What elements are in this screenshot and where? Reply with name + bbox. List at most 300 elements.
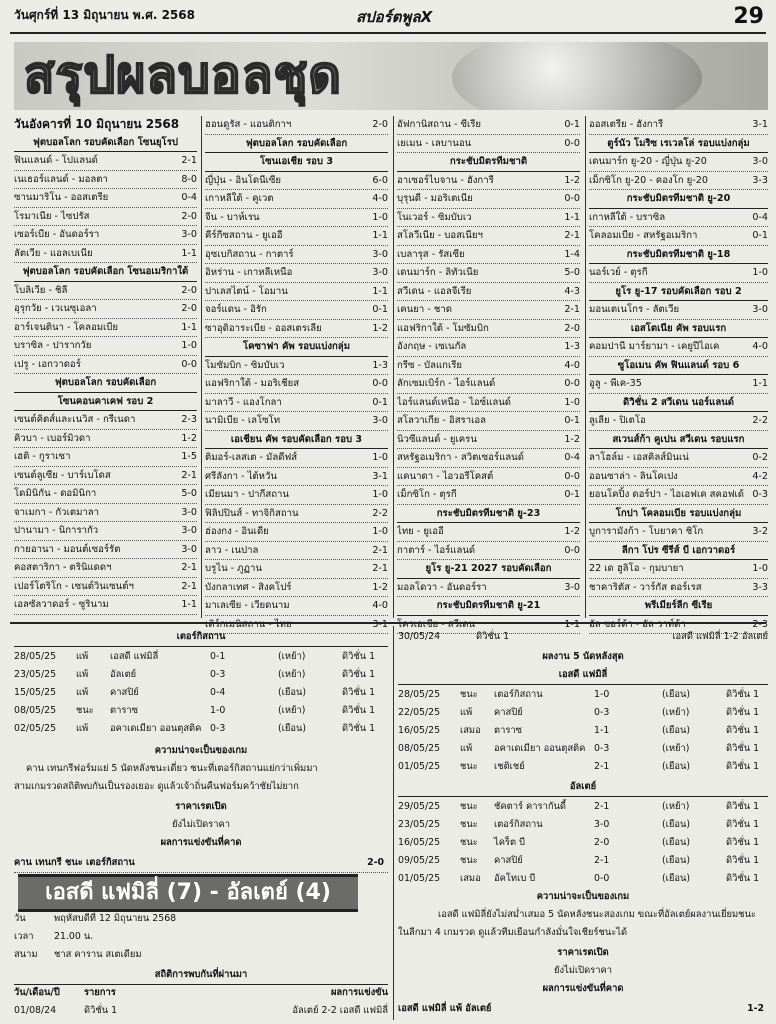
- fixture-text: จาเมกา - กัวเตมาลา: [14, 506, 100, 518]
- form-row: [398, 704, 768, 722]
- result-row: [205, 523, 388, 542]
- form-cell-date: 08/05/25: [398, 743, 441, 754]
- fixture-text: เปรู - เอกวาดอร์: [14, 358, 81, 370]
- result-row: [14, 245, 197, 264]
- result-row: [14, 596, 197, 615]
- h2h-result: เอสดี แฟมิลี่ 1-2 อัลเตย์: [672, 631, 768, 642]
- fixture-text: ไทย - ยูเออี: [397, 526, 444, 537]
- score-text: 1-0: [564, 396, 580, 408]
- result-row: [14, 522, 197, 541]
- score-text: 2-2: [372, 507, 388, 519]
- form-row: [398, 816, 768, 834]
- form-cell-outcome: แพ้: [76, 669, 89, 680]
- form-cell-score: 2-1: [594, 855, 610, 866]
- fixture-text: โคลอมเบีย - สหรัฐอเมริกา: [589, 230, 698, 241]
- fixture-text: บรูไน - ภูฏาน: [205, 563, 262, 574]
- fixture-text: นอร์เวย์ - ตุรกี: [589, 267, 648, 278]
- form-cell-outcome: แพ้: [76, 651, 89, 662]
- competition-header: ฟุตบอลโลก รอบคัดเลือก: [205, 135, 388, 154]
- fixture-text: กายอานา - มอนต์เซอร์รัต: [14, 543, 121, 555]
- score-text: 2-0: [181, 284, 197, 296]
- results-column-1: [14, 116, 197, 615]
- score-text: 3-0: [181, 525, 197, 536]
- fixture-text: โนเวอร์ - ซิมบับเว: [397, 211, 472, 223]
- fixture-text: โดมินิกัน - ดอมินิกา: [14, 488, 97, 499]
- fixture-text: กรีซ - บัลแกเรีย: [397, 359, 463, 371]
- score-text: 2-1: [181, 562, 197, 573]
- form-cell-opponent: เชติเชย์: [494, 761, 525, 772]
- fixture-text: อาร์เจนตินา - โคลอมเบีย: [14, 321, 119, 333]
- fixture-text: ปาเลสไตน์ - โอมาน: [205, 285, 288, 297]
- score-text: 0-4: [752, 211, 768, 223]
- form-cell-venue: (เหย้า): [278, 669, 306, 680]
- h2h-col-result: ผลการแข่งขัน: [330, 987, 388, 998]
- result-row: [397, 246, 580, 265]
- fixture-text: ฮอนดูรัส - แอนติกาฯ: [205, 119, 292, 130]
- result-row: [205, 542, 388, 561]
- form-cell-score: 0-3: [594, 707, 610, 718]
- match-title-box: เอสดี แฟมิลี่ (7) - อัลเตย์ (4): [18, 874, 358, 912]
- odds-header: ราคาเรตเปิด: [175, 801, 227, 812]
- competition-header: พรีเมียร์ลีก ซีเรีย: [589, 597, 768, 616]
- result-row: [205, 560, 388, 579]
- result-row: [14, 208, 197, 227]
- result-row: [205, 209, 388, 228]
- form-row: [14, 648, 388, 666]
- fixture-text: ลูเลีย - ปิเตโอ: [589, 415, 646, 426]
- score-text: 6-0: [372, 174, 388, 186]
- form-cell-outcome: แพ้: [76, 723, 89, 734]
- form-cell-date: 15/05/25: [14, 687, 57, 698]
- form-row: [14, 684, 388, 702]
- fixture-text: อุรุกวัย - เวเนซุเอลา: [14, 303, 97, 314]
- result-row: [397, 394, 580, 413]
- fixture-text: บุรุนดี - มอริเตเนีย: [397, 193, 473, 204]
- team2-header: อัลเตย์: [398, 778, 768, 797]
- form-cell-competition: ดิวิชั่น 1: [726, 761, 760, 772]
- score-text: 0-0: [564, 544, 580, 556]
- form-cell-score: 1-0: [210, 705, 226, 716]
- fixture-text: มอลโดวา - อันดอร์รา: [397, 581, 487, 593]
- fixture-text: กาตาร์ - ไอร์แลนด์: [397, 544, 476, 556]
- result-row: [397, 283, 580, 302]
- score-text: 0-0: [564, 193, 580, 204]
- match-info-row: [14, 910, 388, 928]
- score-text: 1-1: [181, 599, 197, 610]
- score-text: 1-1: [752, 378, 768, 389]
- form-cell-outcome: ชนะ: [460, 855, 478, 866]
- form-cell-score: 0-1: [210, 651, 226, 662]
- result-row: [589, 449, 768, 468]
- form-cell-venue: (เยือน): [662, 873, 691, 884]
- result-row: [397, 227, 580, 246]
- competition-header: กระชับมิตรทีมชาติ ยู-21: [397, 597, 580, 616]
- score-text: 3-0: [752, 304, 768, 315]
- prediction-row: [14, 854, 388, 873]
- fixture-text: นามิเบีย - เลโซโท: [205, 415, 281, 426]
- form-row: [398, 834, 768, 852]
- result-row: [205, 264, 388, 283]
- result-row: [397, 264, 580, 283]
- result-row: [397, 135, 580, 154]
- h2h-date: 30/05/24: [398, 631, 441, 642]
- form-cell-date: 29/05/25: [398, 801, 441, 812]
- score-text: 1-1: [372, 230, 388, 241]
- fixture-text: เยเมน - เลบานอน: [397, 137, 472, 149]
- form-cell-competition: ดิวิชั่น 1: [726, 873, 760, 884]
- competition-header: โกปา โคลอมเบีย รอบแบ่งกลุ่ม: [589, 505, 768, 524]
- score-text: 2-1: [181, 155, 197, 166]
- prediction-score: 1-2: [747, 1003, 764, 1014]
- result-row: [397, 190, 580, 209]
- form-cell-outcome: ชนะ: [460, 819, 478, 830]
- score-text: 1-3: [564, 341, 580, 352]
- form-cell-competition: ดิวิชั่น 1: [342, 723, 376, 734]
- form-cell-opponent: เตอร์กิสถาน: [494, 689, 543, 700]
- form-cell-venue: (เยือน): [278, 723, 307, 734]
- form-cell-competition: ดิวิชั่น 1: [726, 743, 760, 754]
- result-row: [589, 338, 768, 357]
- score-text: 2-1: [564, 230, 580, 241]
- competition-header: กระชับมิตรทีมชาติ ยู-23: [397, 505, 580, 524]
- score-text: 3-0: [752, 156, 768, 167]
- score-text: 1-2: [181, 432, 197, 444]
- result-row: [205, 246, 388, 265]
- fixture-text: ชาคาริตัส - วาร์กัส ตอร์เรส: [589, 581, 702, 593]
- competition-header: โซนเอเชีย รอบ 3: [205, 153, 388, 172]
- form-cell-opponent: อคาเดเมียา ออนตุสติค: [110, 723, 202, 734]
- fixture-text: เบลารุส - รัสเซีย: [397, 248, 465, 260]
- form-cell-date: 02/05/25: [14, 723, 57, 734]
- score-text: 1-0: [372, 452, 388, 463]
- result-row: [205, 597, 388, 616]
- form-cell-score: 2-1: [594, 801, 610, 812]
- result-row: [589, 116, 768, 135]
- odds-text: ยังไม่เปิดราคา: [553, 965, 613, 976]
- result-row: [205, 486, 388, 505]
- score-text: 2-1: [372, 563, 388, 574]
- odds-text: ยังไม่เปิดราคา: [171, 819, 231, 830]
- form-cell-venue: (เยือน): [278, 687, 307, 698]
- form-cell-venue: (เหย้า): [278, 651, 306, 662]
- form-cell-score: 1-1: [594, 725, 610, 736]
- form-cell-outcome: ชนะ: [460, 837, 478, 848]
- form-row: [14, 666, 388, 684]
- score-text: 3-0: [564, 581, 580, 593]
- h2h-columns: [14, 984, 388, 1002]
- prediction-text: เอสดี แฟมิลี่ แพ้ อัลเตย์: [398, 1003, 492, 1014]
- form-cell-opponent: คาสปิย์: [494, 855, 523, 866]
- form-cell-date: 28/05/25: [14, 651, 57, 662]
- form-cell-date: 23/05/25: [398, 819, 441, 830]
- form-row: [398, 722, 768, 740]
- result-row: [397, 449, 580, 468]
- form-cell-date: 28/05/25: [398, 689, 441, 700]
- score-text: 1-0: [372, 526, 388, 537]
- competition-header: ลีกา โปร ซีรีส์ บี เอกวาดอร์: [589, 542, 768, 561]
- form-cell-score: 0-4: [210, 687, 226, 698]
- issue-date: วันศุกร์ที่ 13 มิถุนายน พ.ศ. 2568: [14, 8, 195, 22]
- form-cell-outcome: แพ้: [76, 687, 89, 698]
- score-text: 4-3: [564, 285, 580, 297]
- match-preview-right: [398, 628, 768, 1020]
- fixture-text: มาเลเซีย - เวียดนาม: [205, 600, 290, 611]
- result-row: [589, 486, 768, 505]
- result-row: [205, 449, 388, 468]
- score-text: 1-5: [181, 451, 197, 462]
- form-cell-opponent: อัลเตย์: [110, 669, 137, 680]
- form-cell-opponent: อัคโทเบ บี: [494, 873, 536, 884]
- fixture-text: ยอนโคปิ้ง ดอร์ปา - ไอเอฟเค สคอฟเด้: [589, 489, 745, 500]
- score-text: 0-1: [372, 304, 388, 315]
- score-text: 5-0: [564, 267, 580, 278]
- likelihood-line: ในลีกมา 4 เกมรวด ดูแล้วทีมเยือนกำลังมั่นใจเชียร์ชนะได้: [398, 927, 628, 938]
- fixture-text: อัฟกานิสถาน - ซีเรีย: [397, 119, 482, 130]
- title-banner: [14, 42, 768, 110]
- fixture-text: อาเซอร์ไบจาน - ฮังการี: [397, 174, 494, 186]
- score-text: 2-1: [372, 544, 388, 556]
- score-text: 0-1: [564, 119, 580, 130]
- h2h-col-date: วัน/เดือน/ปี: [14, 987, 60, 998]
- competition-header: ตูร์นัว โมริซ เรเวลโล่ รอบแบ่งกลุ่ม: [589, 135, 768, 154]
- fixture-text: ลักเซมเบิร์ก - ไอร์แลนด์: [397, 378, 496, 389]
- score-text: 1-0: [372, 489, 388, 500]
- fixture-text: เฮติ - กูราเซา: [14, 451, 71, 462]
- fixture-text: เติร์กเมนิสถาน - ไทย: [205, 618, 292, 630]
- score-text: 0-1: [752, 230, 768, 241]
- form-cell-competition: ดิวิชั่น 1: [726, 689, 760, 700]
- fixture-text: แคนาดา - ไอวอรีโคสต์: [397, 470, 494, 482]
- h2h-date: 01/08/24: [14, 1005, 57, 1016]
- header-rule: [10, 32, 766, 34]
- fixture-text: คิวบา - เบอร์มิวดา: [14, 432, 91, 444]
- fixture-text: เคนยา - ชาด: [397, 304, 452, 315]
- score-text: 1-1: [181, 321, 197, 333]
- match-info-value: พฤหัสบดีที่ 12 มิถุนายน 2568: [54, 913, 177, 924]
- result-row: [14, 467, 197, 486]
- form-cell-date: 22/05/25: [398, 707, 441, 718]
- result-row: [14, 430, 197, 449]
- result-row: [14, 356, 197, 375]
- score-text: 3-3: [752, 174, 768, 186]
- fixture-text: ออสเตรีย - ฮังการี: [589, 119, 664, 130]
- fixture-text: ศรีลังกา - ไต้หวัน: [205, 470, 277, 482]
- fixture-text: โครเอเชีย - สวีเดน: [397, 618, 476, 630]
- fixture-text: ญี่ปุ่น - อินโดนีเซีย: [205, 174, 282, 186]
- result-row: [397, 375, 580, 394]
- score-text: 3-0: [372, 248, 388, 260]
- fixture-text: บูการามังก้า - โบยาคา ชิโก: [589, 526, 704, 537]
- score-text: 1-1: [564, 618, 580, 630]
- result-row: [397, 301, 580, 320]
- results-column-4: [589, 116, 768, 634]
- form-cell-outcome: ชนะ: [460, 761, 478, 772]
- fixture-text: ลาว - เนปาล: [205, 544, 259, 556]
- score-text: 1-2: [564, 174, 580, 186]
- score-text: 1-2: [564, 526, 580, 537]
- likelihood-line: คาน เทนกรีฟอร์มแย่ 5 นัดหลังชนะเดี่ยว ชนะที่เตอร์กิสถานแย่กว่าเพิ่มมา: [26, 763, 318, 774]
- form-cell-outcome: แพ้: [460, 707, 473, 718]
- result-row: [589, 264, 768, 283]
- competition-header: เอสโตเนีย คัพ รอบแรก: [589, 320, 768, 339]
- result-row: [589, 209, 768, 228]
- score-text: 3-3: [752, 581, 768, 593]
- competition-header: กระชับมิตรทีมชาติ ยู-18: [589, 246, 768, 265]
- form-cell-date: 01/05/25: [398, 761, 441, 772]
- result-row: [205, 412, 388, 431]
- score-text: 1-2: [372, 581, 388, 593]
- fixture-text: อิหร่าน - เกาหลีเหนือ: [205, 267, 293, 278]
- form-cell-venue: (เยือน): [662, 761, 691, 772]
- column-divider: [393, 116, 394, 618]
- result-row: [14, 559, 197, 578]
- form-cell-outcome: ชนะ: [460, 801, 478, 812]
- form-cell-outcome: เสมอ: [460, 725, 481, 736]
- result-row: [589, 579, 768, 598]
- score-text: 4-0: [372, 600, 388, 611]
- fixture-text: สโลวาเกีย - อิสราเอล: [397, 415, 487, 426]
- form-row: [398, 758, 768, 776]
- fixture-text: 22 เด ฮูลิโอ - กุมบายา: [589, 563, 684, 574]
- form-cell-venue: (เหย้า): [662, 801, 690, 812]
- result-row: [589, 227, 768, 246]
- result-row: [589, 412, 768, 431]
- score-text: 2-0: [564, 322, 580, 334]
- form-cell-opponent: เตอร์กิสถาน: [494, 819, 543, 830]
- fixture-text: ไอร์แลนด์เหนือ - ไอซ์แลนด์: [397, 396, 512, 408]
- prediction-row: [398, 1000, 768, 1018]
- form-cell-venue: (เหย้า): [278, 705, 306, 716]
- form-cell-competition: ดิวิชั่น 1: [726, 855, 760, 866]
- form-cell-venue: (เยือน): [662, 855, 691, 866]
- column-divider: [393, 626, 394, 1020]
- form-row: [398, 870, 768, 888]
- form-row: [398, 740, 768, 758]
- fixture-text: ลัตเวีย - แอลเบเนีย: [14, 247, 93, 259]
- form-cell-competition: ดิวิชั่น 1: [342, 669, 376, 680]
- fixture-text: เปอร์โตริโก - เซนต์วินเซนต์ฯ: [14, 580, 134, 592]
- form-cell-opponent: ชัคตาร์ คารากันดี้: [494, 801, 567, 812]
- score-text: 0-0: [564, 378, 580, 389]
- score-text: 8-0: [181, 173, 197, 185]
- result-row: [397, 579, 580, 598]
- score-text: 3-0: [372, 267, 388, 278]
- results-date: วันอังคารที่ 10 มิถุนายน 2568: [14, 117, 180, 131]
- score-text: 1-2: [564, 433, 580, 445]
- form-cell-venue: (เยือน): [662, 819, 691, 830]
- form-cell-competition: ดิวิชั่น 1: [342, 705, 376, 716]
- fixture-text: ลาโฮล์ม - เอสคิลส์มินเน่: [589, 452, 689, 463]
- score-text: 0-2: [752, 452, 768, 463]
- result-row: [397, 542, 580, 561]
- score-text: 2-3: [752, 618, 768, 630]
- fixture-text: คีร์กีซสถาน - ยูเออี: [205, 230, 283, 241]
- form-cell-date: 09/05/25: [398, 855, 441, 866]
- result-row: [397, 116, 580, 135]
- match-info-label: สนาม: [14, 949, 38, 960]
- score-text: 3-1: [752, 119, 768, 130]
- result-row: [589, 560, 768, 579]
- form-cell-date: 16/05/25: [398, 837, 441, 848]
- form-cell-outcome: เสมอ: [460, 873, 481, 884]
- score-text: 4-0: [752, 341, 768, 352]
- fixture-text: บราซิล - ปารากวัย: [14, 340, 92, 351]
- form-cell-venue: (เยือน): [662, 725, 691, 736]
- form-cell-date: 23/05/25: [14, 669, 57, 680]
- score-text: 1-3: [372, 359, 388, 371]
- score-text: 3-0: [181, 229, 197, 240]
- h2h-competition: ดิวิชั่น 1: [476, 631, 510, 642]
- score-text: 1-1: [181, 247, 197, 259]
- competition-header: กระชับมิตรทีมชาติ ยู-20: [589, 190, 768, 209]
- result-row: [397, 357, 580, 376]
- score-text: 1-0: [752, 563, 768, 574]
- result-row: [205, 283, 388, 302]
- form-cell-opponent: เอสดี แฟมิลี่: [110, 651, 159, 662]
- form-cell-venue: (เยือน): [662, 837, 691, 848]
- score-text: 3-0: [181, 506, 197, 518]
- page-header: [0, 0, 776, 38]
- form-cell-venue: (เหย้า): [662, 707, 690, 718]
- score-text: 2-1: [564, 304, 580, 315]
- result-row: [397, 320, 580, 339]
- fixture-text: คอมปานี มาร์ยามา - เคยูปีไอเค: [589, 341, 720, 352]
- score-text: 0-1: [372, 396, 388, 408]
- fixture-text: แอฟริกาใต้ - มอริเชียส: [205, 378, 300, 389]
- competition-header: ซูโอเมน คัพ ฟินแลนด์ รอบ 6: [589, 357, 768, 376]
- fixture-text: เนเธอร์แลนด์ - มอลตา: [14, 173, 108, 185]
- fixture-text: คอสตาริกา - ตรินิแดดฯ: [14, 562, 112, 573]
- fixture-text: ฟินแลนด์ - โปแลนด์: [14, 155, 98, 166]
- result-row: [14, 448, 197, 467]
- result-row: [14, 152, 197, 171]
- result-row: [397, 412, 580, 431]
- competition-header: ยูโร ยู-21 2027 รอบคัดเลือก: [397, 560, 580, 579]
- result-row: [205, 375, 388, 394]
- fixture-text: อัล ซอร์ต้า - อัล วาท์ด้า: [589, 618, 686, 630]
- result-row: [14, 578, 197, 597]
- form-cell-score: 2-1: [594, 761, 610, 772]
- result-row: [205, 301, 388, 320]
- result-row: [14, 411, 197, 430]
- score-text: 3-0: [181, 543, 197, 555]
- competition-header: โซนคอนคาเคฟ รอบ 2: [14, 393, 197, 412]
- result-row: [397, 338, 580, 357]
- column-divider: [585, 116, 586, 618]
- fixture-text: มาลาวี - แองโกลา: [205, 396, 282, 408]
- score-text: 3-0: [372, 415, 388, 426]
- likelihood-header: ความน่าจะเป็นของเกม: [154, 745, 248, 756]
- score-text: 2-0: [181, 303, 197, 314]
- h2h-row: [14, 1002, 388, 1020]
- team1-header: เอสดี แฟมิลี่: [398, 666, 768, 685]
- form-cell-venue: (เยือน): [662, 689, 691, 700]
- result-row: [589, 172, 768, 191]
- score-text: 4-0: [564, 359, 580, 371]
- score-text: 1-1: [372, 285, 388, 297]
- form-cell-score: 0-3: [594, 743, 610, 754]
- fixture-text: สหรัฐอเมริกา - สวิตเซอร์แลนด์: [397, 452, 524, 463]
- result-row: [205, 190, 388, 209]
- fixture-text: ฟิลิปปินส์ - ทาจิกิสถาน: [205, 507, 299, 519]
- soccer-ball-image: [452, 42, 702, 110]
- score-text: 3-2: [752, 526, 768, 537]
- score-text: 2-3: [181, 414, 197, 425]
- score-text: 4-2: [752, 470, 768, 482]
- form-cell-opponent: คาสปิย์: [110, 687, 139, 698]
- score-text: 5-0: [181, 488, 197, 499]
- h2h-col-competition: รายการ: [84, 987, 116, 998]
